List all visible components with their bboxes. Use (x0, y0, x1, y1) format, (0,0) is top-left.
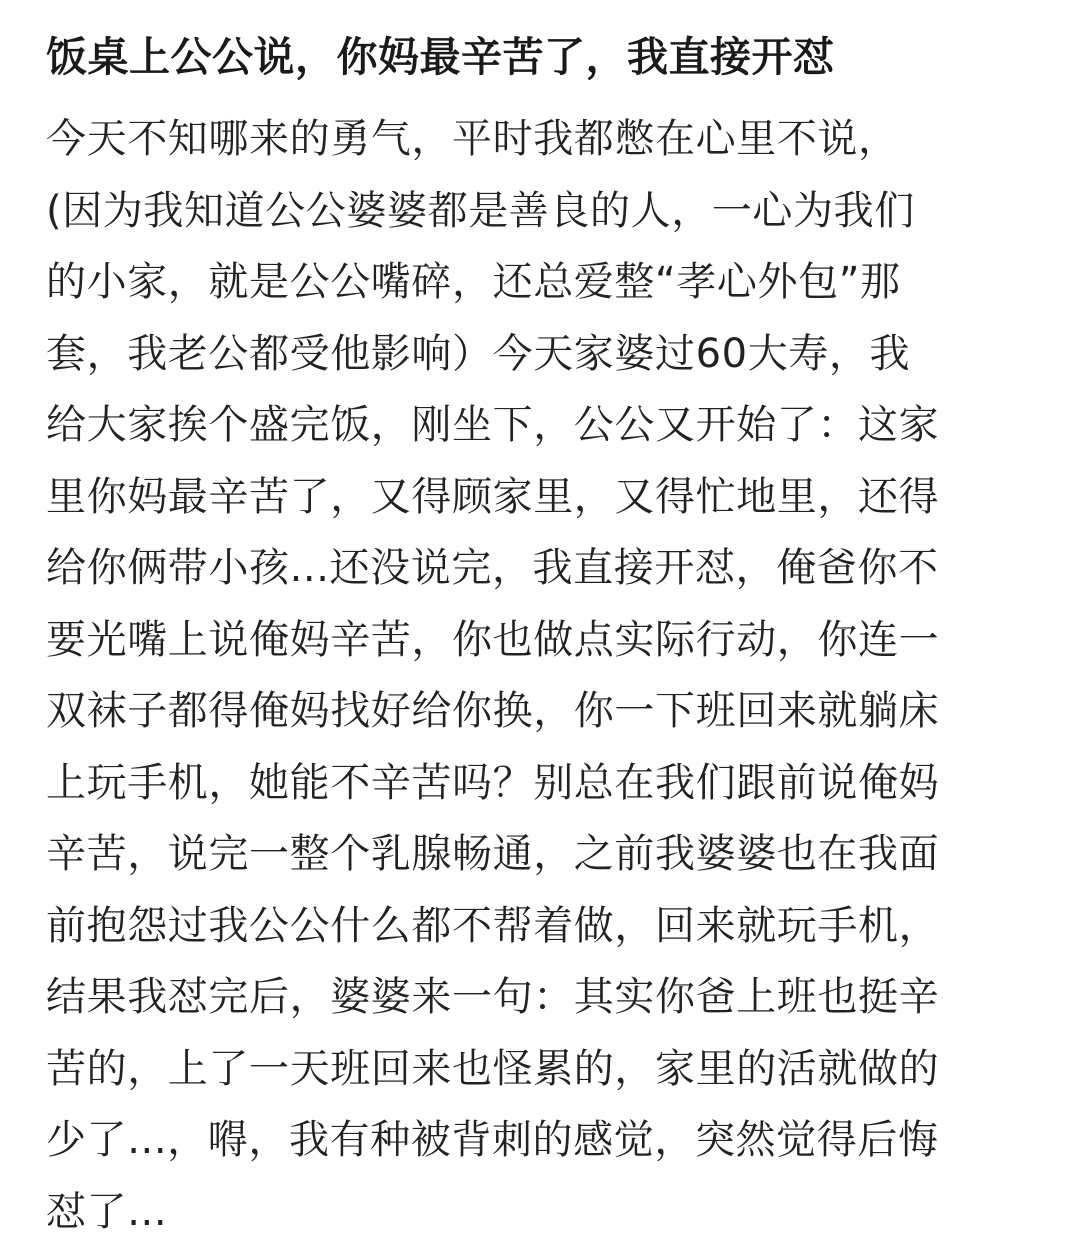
body-line: 套，我老公都受他影响）今天家婆过60大寿，我 (46, 330, 911, 377)
post-body (46, 92, 1046, 1248)
body-line: 给大家挨个盛完饭，刚坐下，公公又开始了：这家 (46, 402, 940, 448)
body-line: 上玩手机，她能不辛苦吗？别总在我们跟前说俺妈 (46, 759, 940, 806)
body-line: 怼了... (46, 1188, 168, 1235)
post (46, 0, 1046, 1248)
body-line: 苦的，上了一天班回来也怪累的，家里的活就做的 (46, 1045, 940, 1092)
body-line: (因为我知道公公婆婆都是善良的人，一心为我们 (46, 187, 915, 234)
body-line: 前抱怨过我公公什么都不帮着做，回来就玩手机， (46, 902, 940, 949)
body-line: 的小家，就是公公嘴碎，还总爱整“孝心外包”那 (46, 259, 901, 305)
body-line: 结果我怼完后，婆婆来一句：其实你爸上班也挺辛 (46, 974, 940, 1020)
body-line: 给你俩带小孩...还没说完，我直接开怼，俺爸你不 (46, 545, 939, 591)
body-line: 双袜子都得俺妈找好给你换，你一下班回来就躺床 (46, 688, 940, 734)
body-line: 今天不知哪来的勇气，平时我都憋在心里不说， (46, 116, 899, 162)
body-line: 辛苦，说完一整个乳腺畅通，之前我婆婆也在我面 (46, 831, 940, 877)
post-title: 饭桌上公公说，你妈最辛苦了，我直接开怼 (46, 33, 835, 81)
body-line: 少了...，嘚，我有种被背刺的感觉，突然觉得后悔 (46, 1117, 939, 1163)
body-line: 要光嘴上说俺妈辛苦，你也做点实际行动，你连一 (46, 616, 940, 663)
body-line: 里你妈最辛苦了，又得顾家里，又得忙地里，还得 (46, 473, 940, 520)
